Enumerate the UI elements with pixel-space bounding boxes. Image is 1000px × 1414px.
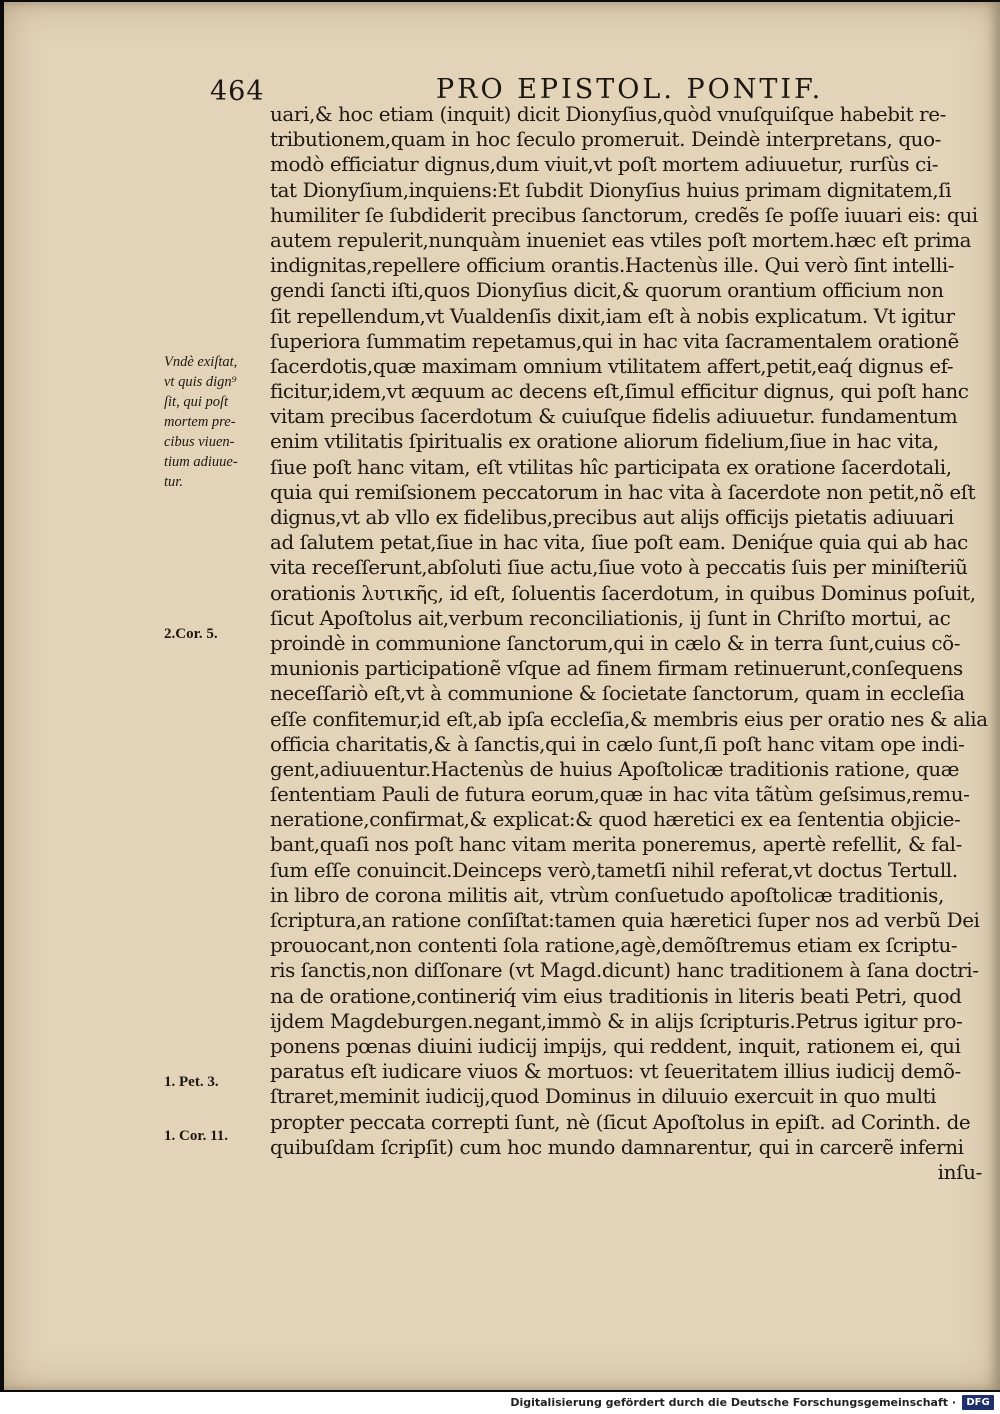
text-line: neratione,confirmat,& explicat:& quod hæretici ex ea ſententia objicie-: [270, 807, 961, 832]
text-line: ſicut Apoſtolus ait,verbum reconciliationis, ij ſunt in Chriſto mortui, ac: [270, 605, 951, 630]
text-line: eſſe confitemur,id eſt,ab ipſa eccleſia,& membris eius per oratio nes & alia: [270, 706, 988, 731]
footer-credit: Digitalisierung gefördert durch die Deutsche Forschungsgemeinschaft ·: [510, 1396, 956, 1409]
text-line: dignus,vt ab vllo ex fidelibus,precibus aut alijs officijs pietatis adiuuari: [270, 505, 954, 529]
margin-note-line: tium adiuue-: [164, 454, 238, 470]
text-line: humiliter ſe ſubdiderit precibus ſanctorum, credẽs ſe poſſe iuuari eis: qui: [270, 202, 978, 227]
catchword: inſu-: [937, 1159, 982, 1184]
running-head: PRO EPISTOL. PONTIF.: [436, 74, 824, 105]
text-line: ijdem Magdeburgen.negant,immò & in alijs ſcripturis.Petrus igitur pro-: [270, 1008, 963, 1033]
text-line: indignitas,repellere officium orantis.Hactenùs ille. Qui verò ſint intelli-: [270, 253, 955, 278]
dfg-logo: DFG: [962, 1395, 994, 1410]
text-line: neceſſariò eſt,vt à communione & ſocietate ſanctorum, quam in eccleſia: [270, 681, 965, 706]
text-line: ſcriptura,an ratione conſiſtat:tamen quia hæretici ſuper nos ad verbũ Dei: [270, 908, 980, 932]
text-line: ſum eſſe conuincit.Deinceps verò,tametſi nihil referat,vt doctus Tertull.: [270, 857, 958, 882]
text-line: officia charitatis,& à ſanctis,qui in cælo ſunt,ſi poſt hanc vitam ope indi-: [270, 731, 965, 756]
margin-note-line: cibus viuen-: [164, 434, 235, 450]
margin-ref-2-cor-5: 2.Cor. 5.: [164, 626, 218, 642]
text-line: prouocant,non contenti ſola ratione,agè,demõſtremus etiam ex ſcriptu-: [270, 933, 958, 958]
text-line: ſit repellendum,vt Vualdenſis dixit,iam eſt à nobis explicatum. Vt igitur: [270, 303, 955, 328]
digitization-footer: [0, 1392, 1000, 1414]
text-line: proindè in communione ſanctorum,qui in cælo & in terra ſunt,cuius cõ-: [270, 630, 961, 655]
text-line: tributionem,quam in hoc ſeculo promeruit. Deindè interpretans, quo-: [270, 127, 941, 152]
text-line: bant,quaſi nos poſt hanc vitam merita poneremus, apertè refellit, & fal-: [270, 832, 962, 857]
text-line: quibuſdam ſcripſit) cum hoc mundo damnarentur, qui in carcerẽ inferni: [270, 1134, 964, 1159]
text-line: ſuperiora ſummatim repetamus,qui in hac vita ſacramentalem orationẽ: [270, 328, 959, 353]
margin-ref-1-pet-3: 1. Pet. 3.: [164, 1074, 219, 1090]
text-line: vita receſſerunt,abſoluti ſiue actu,ſiue voto à peccatis ſuis per miniſteriũ: [270, 555, 968, 580]
text-line: modò efficiatur dignus,dum viuit,vt poſt mortem adiuuetur, rurſùs ci-: [270, 152, 939, 177]
text-line: ſtraret,meminit iudicij,quod Dominus in diluuio exercuit in quo multi: [270, 1084, 937, 1109]
text-line: vitam precibus ſacerdotum & cuiuſque fidelis adiuuetur. fundamentum: [270, 404, 958, 429]
book-page: [4, 2, 1000, 1390]
text-line: ſententiam Pauli de futura eorum,quæ in hac vita tãtùm geſsimus,remu-: [270, 782, 970, 807]
text-line: paratus eſt iudicare viuos & mortuos: vt ſeueritatem illius iudicij demõ-: [270, 1059, 961, 1084]
text-line: in libro de corona militis ait, vtrùm conſuetudo apoſtolicæ traditionis,: [270, 882, 944, 907]
text-line: propter peccata correpti ſunt, nè (ſicut Apoſtolus in epiſt. ad Corinth. de: [270, 1109, 971, 1134]
text-line: enim vtilitatis ſpiritualis ex oratione aliorum fidelium,ſiue in hac vita,: [270, 429, 939, 454]
margin-note-line: tur.: [164, 474, 183, 490]
margin-note-line: ſit, qui poſt: [164, 394, 229, 410]
text-line: tat Dionyſium,inquiens:Et ſubdit Dionyſius huius primam dignitatem,ſi: [270, 177, 952, 202]
margin-note-unde-existat: [164, 352, 268, 492]
text-line: ficitur,idem,vt æquum ac decens eſt,ſimul efficitur dignus, qui poſt hanc: [270, 379, 969, 404]
page-number: 464: [210, 76, 265, 107]
text-line: na de oratione,contineriq́ vim eius traditionis in literis beati Petri, quod: [270, 983, 962, 1008]
margin-ref-1-cor-11: 1. Cor. 11.: [164, 1128, 229, 1144]
text-line: gent,adiuuentur.Hactenùs de huius Apoſtolicæ traditionis ratione, quæ: [270, 756, 960, 781]
text-line: orationis λυτικῆς, id eſt, ſoluentis ſacerdotum, in quibus Dominus poſuit,: [270, 580, 976, 605]
text-line: autem repulerit,nunquàm inueniet eas vtiles poſt mortem.hæc eſt prima: [270, 227, 972, 252]
text-line: ad ſalutem petat,ſiue in hac vita, ſiue poſt eam. Deniq́ue quia qui ab hac: [270, 530, 968, 555]
text-line: ris ſanctis,non diſſonare (vt Magd.dicunt) hanc traditionem à ſana doctri-: [270, 958, 979, 983]
text-line: quia qui remiſsionem peccatorum in hac vita à ſacerdote non petit,nõ eſt: [270, 479, 976, 504]
body-text: [270, 102, 992, 1185]
text-line: gendi ſancti iſti,quos Dionyſius dicit,& quorum orantium officium non: [270, 278, 944, 303]
text-line: ponens pœnas diuini iudicij impijs, qui reddent, inquit, rationem ei, qui: [270, 1033, 961, 1058]
margin-note-line: vt quis dign⁹: [164, 374, 237, 390]
margin-note-line: mortem pre-: [164, 414, 236, 430]
text-line: ſacerdotis,quæ maximam omnium vtilitatem affert,petit,eaq́ dignus ef-: [270, 353, 954, 378]
text-line: ſiue poſt hanc vitam, eſt vtilitas hîc participata ex oratione ſacerdotali,: [270, 454, 952, 479]
text-line: uari,& hoc etiam (inquit) dicit Dionyſius,quòd vnuſquiſque habebit re-: [270, 102, 946, 126]
text-line: munionis participationẽ vſque ad finem firmam retinuerunt,conſequens: [270, 656, 963, 681]
margin-note-line: Vndè exiſtat,: [164, 354, 238, 370]
